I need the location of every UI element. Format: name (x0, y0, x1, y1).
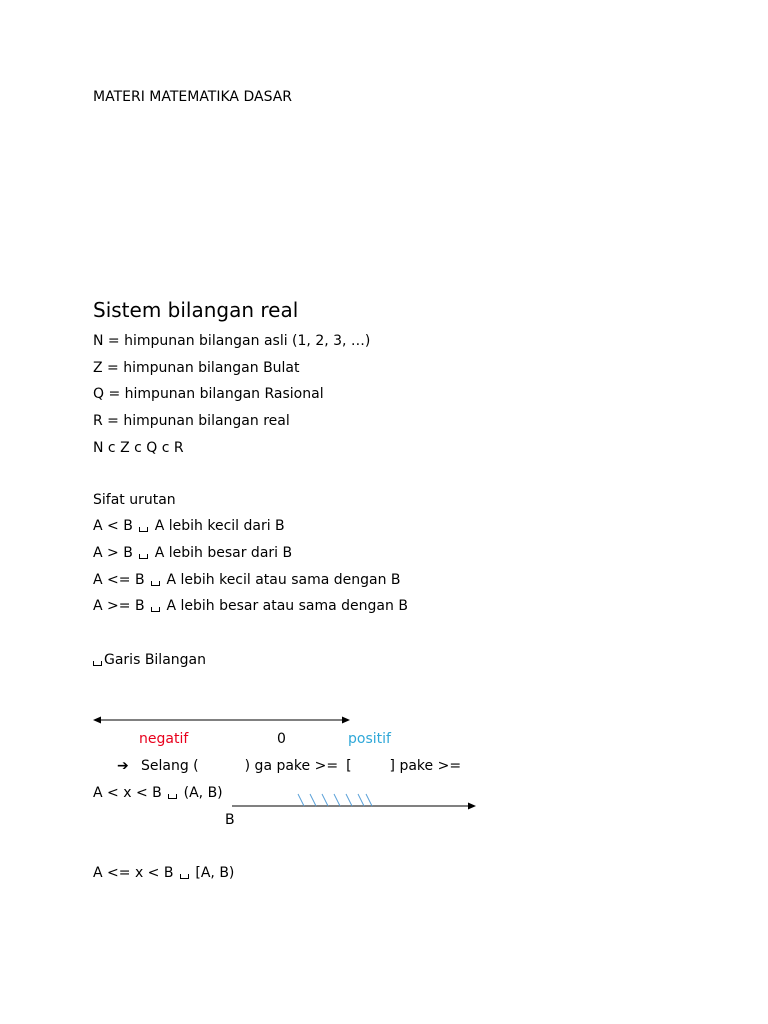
order-right: A lebih kecil dari B (154, 518, 285, 534)
order-left: A <= B (93, 572, 145, 588)
order-right: A lebih besar atau sama dengan B (166, 598, 408, 614)
interval1-right: (A, B) (183, 785, 223, 801)
label-positive: positif (348, 731, 391, 747)
order-heading: Sifat urutan (93, 492, 176, 508)
interval2-row (93, 864, 234, 882)
implies-box-icon (180, 874, 189, 879)
document-title: MATERI MATEMATIKA DASAR (93, 89, 293, 105)
hatch-marks (298, 794, 372, 806)
set-line-n: N = himpunan bilangan asli (1, 2, 3, …) (93, 333, 371, 349)
set-line-r: R = himpunan bilangan real (93, 413, 290, 429)
interval-note-row (117, 757, 461, 775)
interval-note-part4: ] pake >= (389, 758, 462, 774)
set-line-q: Q = himpunan bilangan Rasional (93, 386, 324, 402)
arrow-left-icon (93, 717, 101, 724)
order-right: A lebih kecil atau sama dengan B (166, 572, 401, 588)
arrow-right-icon (342, 717, 350, 724)
section-heading: Sistem bilangan real (93, 298, 299, 322)
number-line-heading: Garis Bilangan (104, 652, 206, 668)
arrow-bullet-icon: ➔ (117, 758, 129, 774)
interval-note-part1: Selang ( (141, 758, 199, 774)
order-left: A > B (93, 545, 133, 561)
implies-box-icon (168, 794, 177, 799)
subset-chain: N c Z c Q c R (93, 440, 184, 456)
interval1-left: A < x < B (93, 785, 162, 801)
order-right: A lebih besar dari B (154, 545, 293, 561)
order-left: A < B (93, 518, 133, 534)
label-negative: negatif (139, 731, 189, 747)
interval-note-part3: [ (346, 758, 352, 774)
interval-arrow-icon (468, 803, 476, 810)
set-line-z: Z = himpunan bilangan Bulat (93, 360, 300, 376)
interval1-label-b: B (225, 812, 235, 828)
interval2-right: [A, B) (195, 865, 235, 881)
interval1-row (93, 784, 223, 802)
interval2-left: A <= x < B (93, 865, 174, 881)
order-left: A >= B (93, 598, 145, 614)
interval-note-part2: ) ga pake >= (244, 758, 339, 774)
label-zero: 0 (277, 731, 286, 747)
